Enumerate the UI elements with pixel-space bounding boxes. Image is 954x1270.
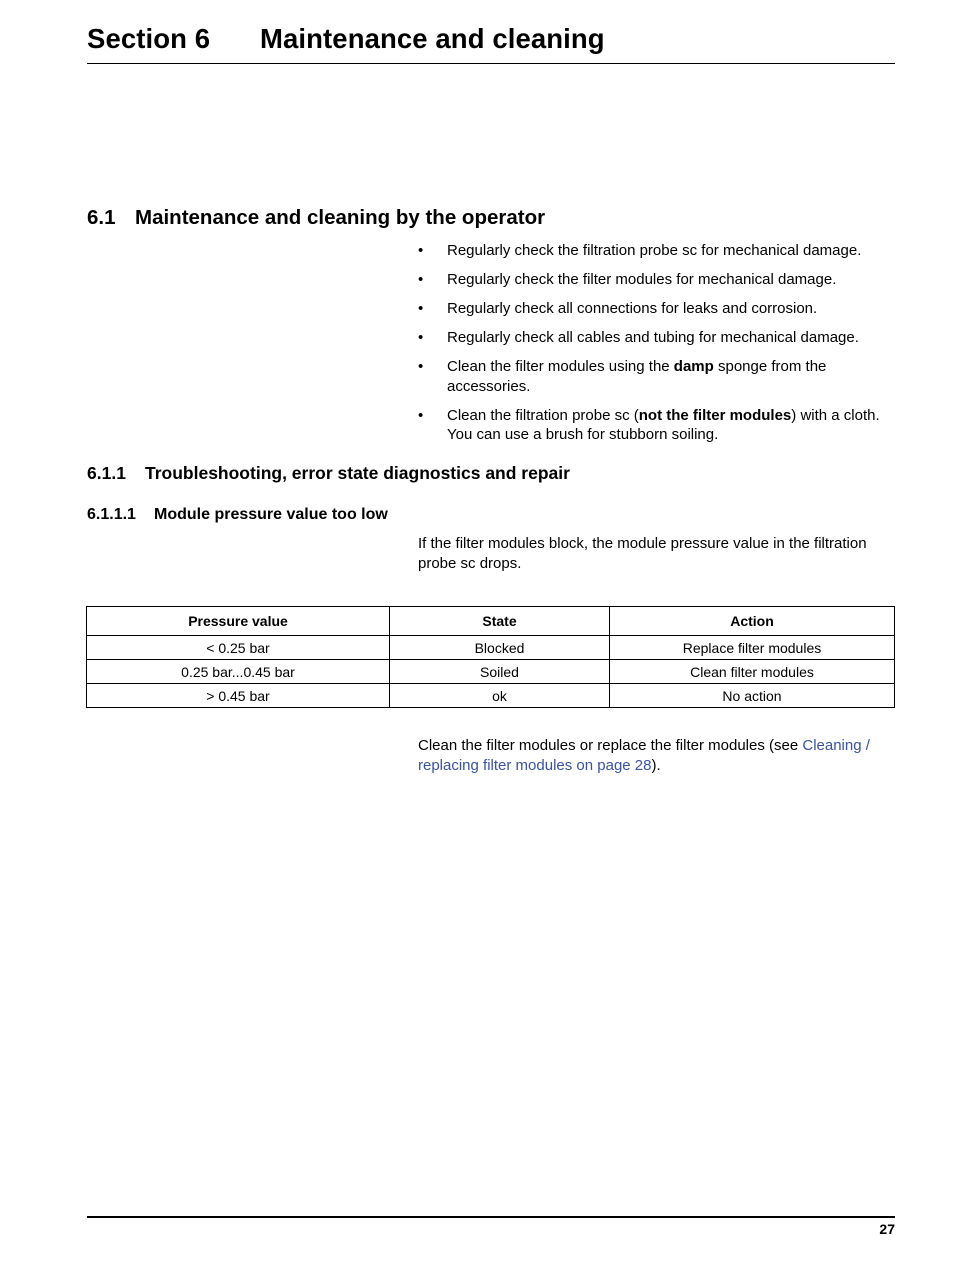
list-item-text-before: Clean the filtration probe sc ( [447, 406, 639, 424]
bullet-glyph: • [418, 300, 424, 317]
table-header-row [87, 607, 895, 636]
maintenance-bullet-list [418, 241, 896, 454]
heading-6-1-number: 6.1 [87, 206, 116, 229]
bullet-glyph: • [418, 406, 424, 424]
table-cell: ok [390, 684, 610, 708]
heading-6-1-1-title: Troubleshooting, error state diagnostics and repair [145, 463, 570, 483]
table-cell: Replace filter modules [610, 636, 895, 660]
heading-6-1-1 [87, 461, 570, 485]
table-row [87, 660, 895, 684]
table-cell: Clean filter modules [610, 660, 895, 684]
list-item [418, 241, 896, 261]
list-item-text-bold: damp [673, 358, 714, 375]
footer-rule [87, 1216, 895, 1218]
bullet-glyph: • [418, 271, 424, 288]
table-cell: 0.25 bar...0.45 bar [87, 660, 390, 684]
list-item [418, 328, 896, 348]
table-cell: Soiled [390, 660, 610, 684]
list-item [418, 357, 896, 396]
header-rule [87, 63, 895, 64]
page-title [87, 20, 895, 58]
heading-6-1-title: Maintenance and cleaning by the operator [135, 206, 546, 229]
list-item [418, 270, 896, 290]
table-row [87, 636, 895, 660]
page-number: 27 [879, 1221, 895, 1237]
heading-6-1-1-number: 6.1.1 [87, 463, 126, 483]
paragraph-text-before: Clean the filter modules or replace the filter modules (see [418, 737, 803, 754]
list-item-text: Regularly check all cables and tubing for mechanical damage. [447, 329, 859, 346]
column-header-pressure: Pressure value [87, 607, 390, 636]
list-item [418, 406, 896, 445]
bullet-glyph: • [418, 329, 424, 346]
intro-paragraph: If the filter modules block, the module pressure value in the filtration probe sc drops. [418, 535, 867, 572]
table-row [87, 684, 895, 708]
section-number: Section 6 [87, 23, 211, 54]
section-header [87, 20, 895, 58]
pressure-table [86, 606, 895, 708]
column-header-action: Action [610, 607, 895, 636]
table-cell: Blocked [390, 636, 610, 660]
list-item-text-after: ) with a cloth. You can use a brush for stubborn soiling. [447, 406, 880, 443]
heading-6-1 [87, 205, 545, 231]
heading-6-1-1-1-number: 6.1.1.1 [87, 506, 136, 523]
bullet-glyph: • [418, 242, 424, 259]
list-item-text: Regularly check all connections for leaks and corrosion. [447, 300, 818, 317]
list-item [418, 299, 896, 319]
paragraph-text-after: ). [651, 756, 661, 774]
list-item-text-bold: not the filter modules [638, 406, 792, 424]
table-cell: No action [610, 684, 895, 708]
bullet-glyph: • [418, 358, 424, 375]
section-title: Maintenance and cleaning [260, 23, 605, 54]
list-item-text-before: Clean the filter modules using the [447, 358, 674, 375]
heading-6-1-1-1 [87, 504, 388, 525]
heading-6-1-1-1-title: Module pressure value too low [154, 506, 388, 523]
column-header-state: State [390, 607, 610, 636]
list-item-text: Regularly check the filter modules for mechanical damage. [447, 271, 837, 288]
cleaning-page-link[interactable]: Cleaning / replacing filter modules on page 28 [418, 737, 870, 774]
table-cell: > 0.45 bar [87, 684, 390, 708]
list-item-text-after: sponge from the accessories. [447, 358, 827, 395]
list-item-text: Regularly check the filtration probe sc for mechanical damage. [447, 242, 862, 259]
cleaning-reference-paragraph [418, 736, 898, 775]
table-cell: < 0.25 bar [87, 636, 390, 660]
